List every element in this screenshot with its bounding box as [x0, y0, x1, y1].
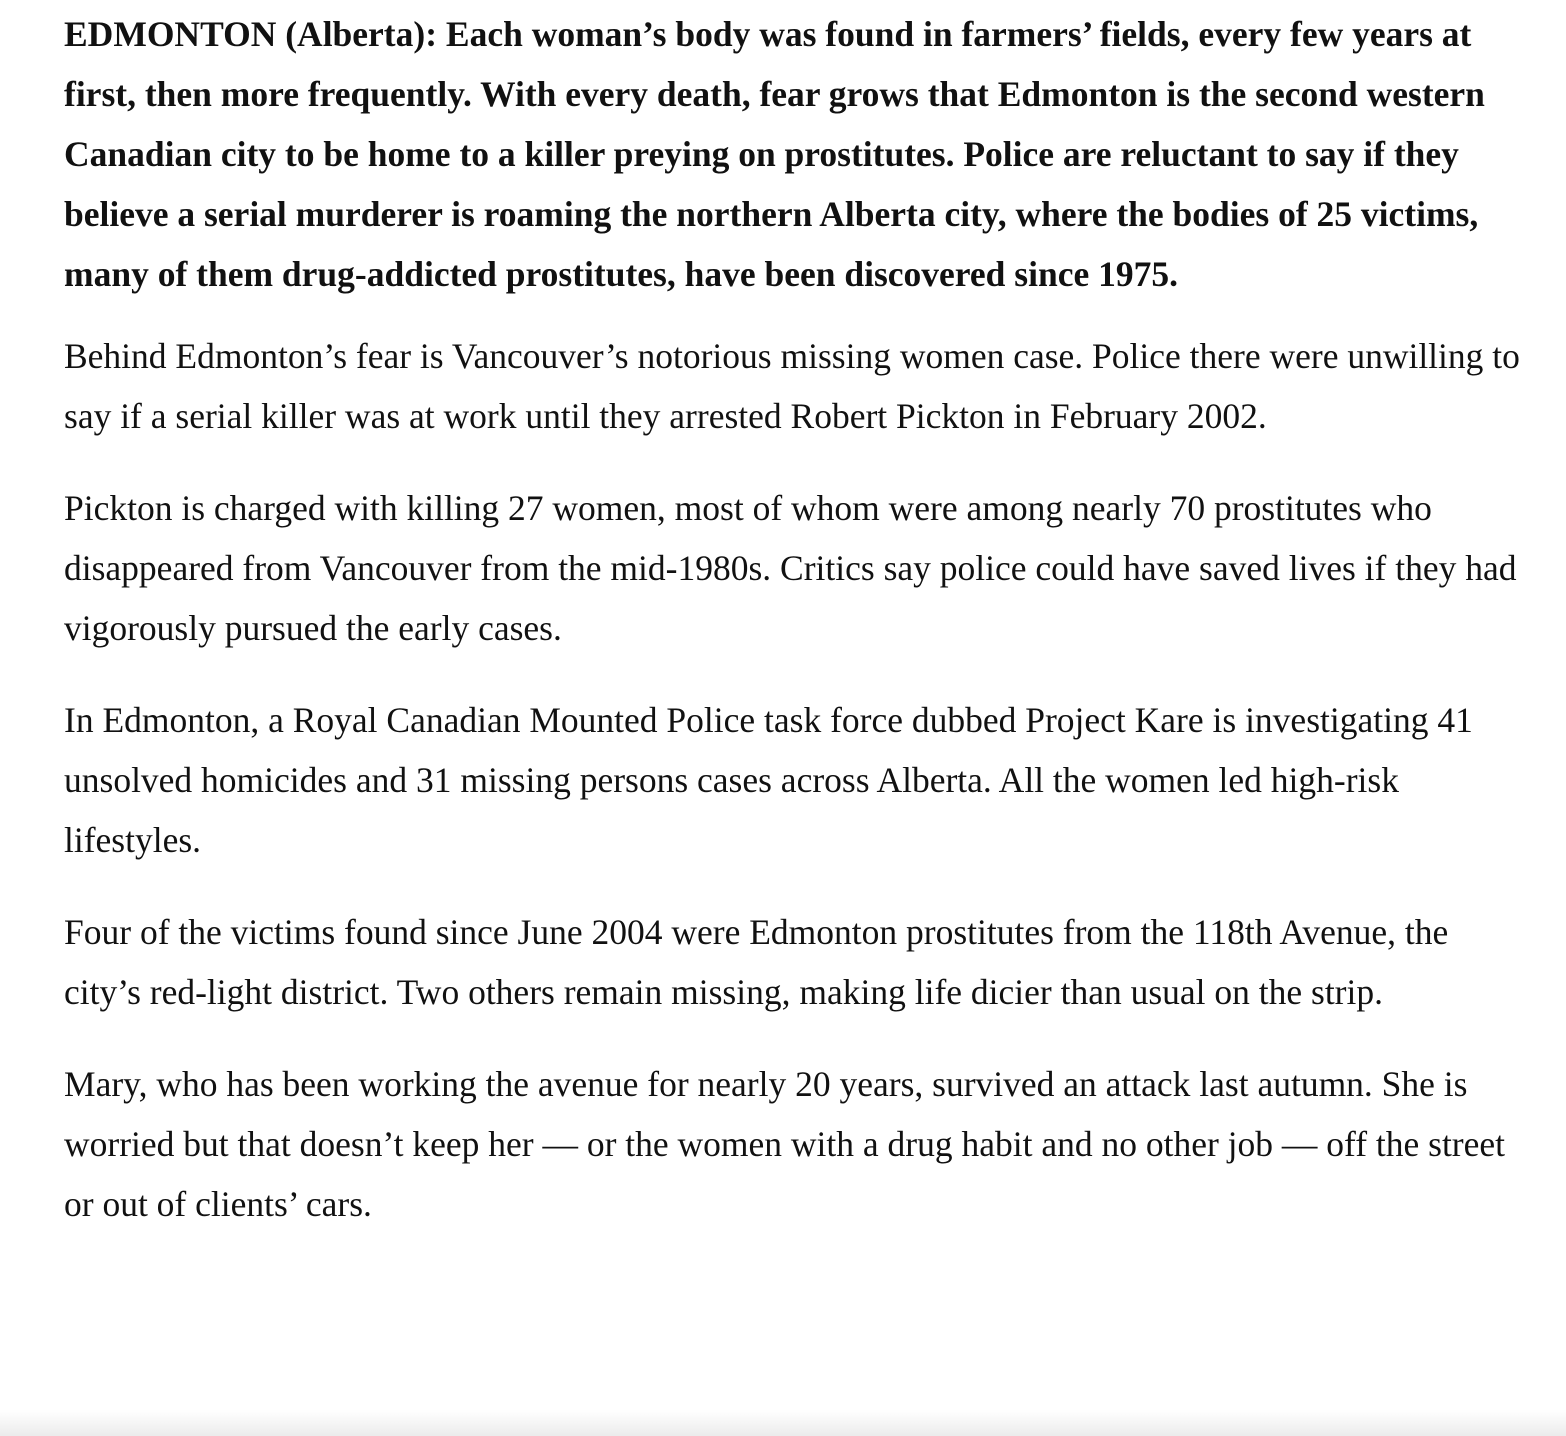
article-lede: EDMONTON (Alberta): Each woman’s body was found in farmers’ fields, every few years at first, then more frequently. With every death, fear grows that Edmonton is the second western Canadian city to be home to a killer preying on prostitutes. Police are reluctant to say if they believe a serial murderer is roaming the northern Alberta city, where the bodies of 25 victims, many of them drug-addicted prostitutes, have been discovered since 1975. — [64, 14, 1485, 294]
bottom-scroll-fade — [0, 1410, 1566, 1436]
article-body — [64, 4, 1524, 1266]
article-paragraph: Mary, who has been working the avenue for nearly 20 years, survived an attack last autumn. She is worried but that doesn’t keep her — or the women with a drug habit and no other job — off the street or out of clients’ cars. — [64, 1064, 1506, 1224]
article-paragraph: Behind Edmonton’s fear is Vancouver’s notorious missing women case. Police there were unwilling to say if a serial killer was at work until they arrested Robert Pickton in February 2002. — [64, 336, 1520, 436]
article-paragraph: In Edmonton, a Royal Canadian Mounted Police task force dubbed Project Kare is investigating 41 unsolved homicides and 31 missing persons cases across Alberta. All the women led high-risk lifestyles. — [64, 700, 1473, 860]
article-paragraph: Four of the victims found since June 2004 were Edmonton prostitutes from the 118th Avenue, the city’s red-light district. Two others remain missing, making life dicier than usual on the strip. — [64, 912, 1449, 1012]
article-paragraph: Pickton is charged with killing 27 women, most of whom were among nearly 70 prostitutes who disappeared from Vancouver from the mid-1980s. Critics say police could have saved lives if they had vigorously pursued the early cases. — [64, 488, 1517, 648]
